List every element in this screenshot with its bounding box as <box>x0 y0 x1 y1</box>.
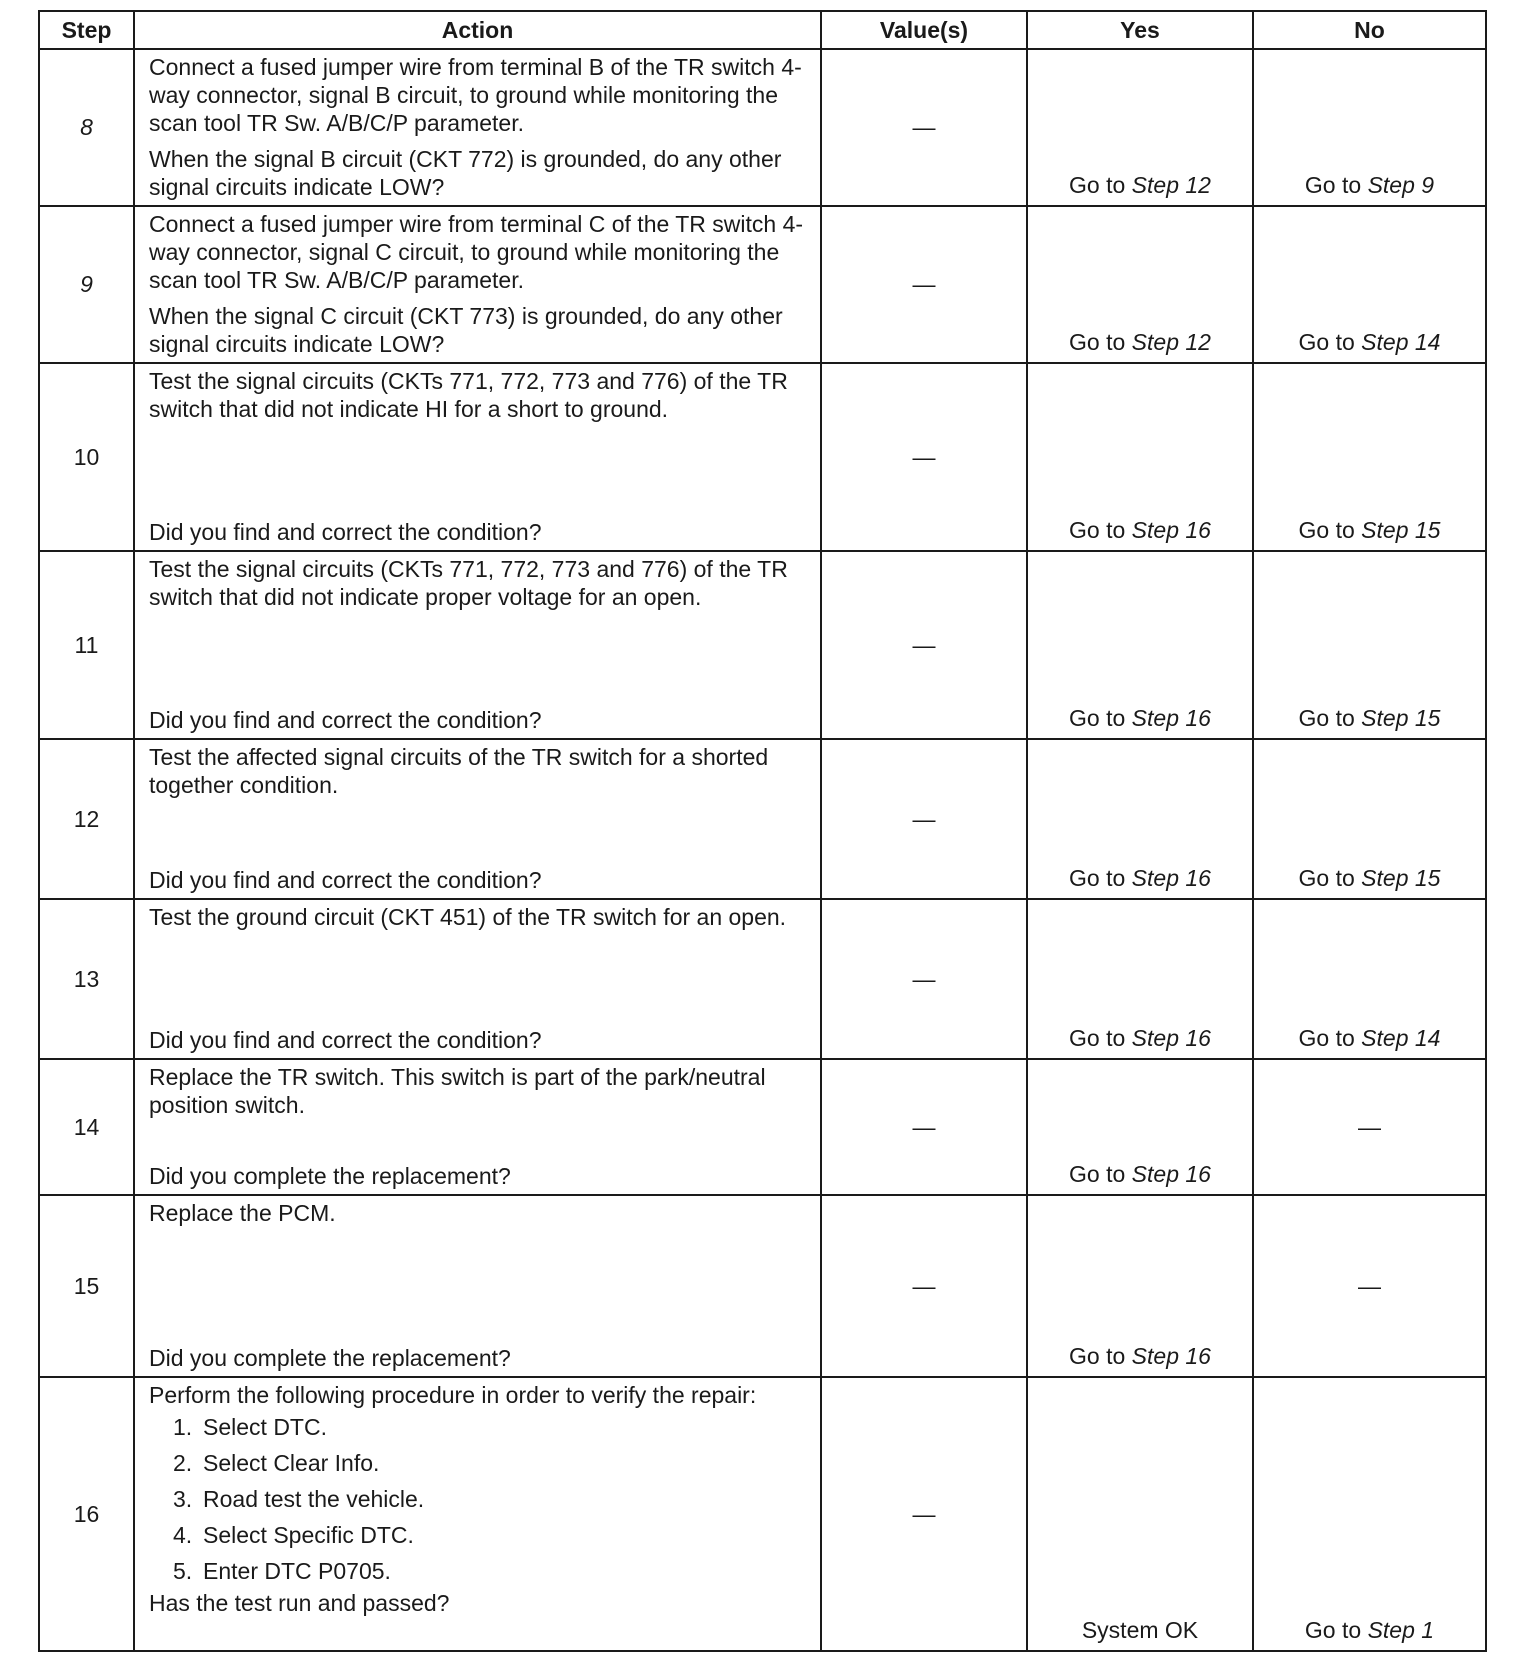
table-row <box>39 363 1486 551</box>
yes-step-ref: Step 16 <box>1131 1025 1211 1051</box>
header-yes: Yes <box>1027 11 1253 49</box>
table-row <box>39 739 1486 899</box>
action-question: Did you complete the replacement? <box>149 1345 511 1371</box>
yes-step-ref: Step 16 <box>1131 1343 1211 1369</box>
yes-cell <box>1027 739 1253 899</box>
step-number: 16 <box>39 1377 134 1651</box>
action-question: Did you find and correct the condition? <box>149 867 542 893</box>
yes-cell <box>1027 363 1253 551</box>
goto-label: Go to <box>1069 1161 1126 1187</box>
goto-label: Go to <box>1069 517 1126 543</box>
goto-label: Go to <box>1298 329 1355 355</box>
list-number: 1. <box>173 1414 193 1440</box>
action-instruction: Connect a fused jumper wire from terminal B of the TR switch 4-way connector, signal B circuit, to ground while monitoring the scan tool TR Sw. A/B/C/P parameter. <box>149 54 802 136</box>
no-cell <box>1253 363 1486 551</box>
action-question: Did you find and correct the condition? <box>149 1027 542 1053</box>
table-row <box>39 206 1486 363</box>
goto-label: Go to <box>1069 329 1126 355</box>
action-cell <box>134 206 821 363</box>
no-cell <box>1253 739 1486 899</box>
list-item <box>173 1521 808 1549</box>
header-no: No <box>1253 11 1486 49</box>
goto-label: Go to <box>1069 1025 1126 1051</box>
no-cell <box>1253 206 1486 363</box>
goto-label: Go to <box>1304 172 1362 198</box>
no-step-ref: Step 9 <box>1367 172 1435 198</box>
goto-label: Go to <box>1069 1343 1126 1369</box>
action-cell <box>134 551 821 739</box>
yes-cell <box>1027 1195 1253 1377</box>
action-question: When the signal B circuit (CKT 772) is grounded, do any other signal circuits indicate LOW? <box>149 146 782 200</box>
yes-step-ref: Step 12 <box>1131 172 1211 198</box>
yes-cell: System OK <box>1027 1377 1253 1651</box>
action-question: Did you find and correct the condition? <box>149 519 542 545</box>
step-number: 12 <box>39 739 134 899</box>
goto-label: Go to <box>1069 865 1126 891</box>
no-step-ref: Step 15 <box>1361 705 1441 731</box>
list-item <box>173 1413 808 1441</box>
list-item <box>173 1485 808 1513</box>
list-item <box>173 1557 808 1585</box>
yes-cell <box>1027 551 1253 739</box>
action-question: Has the test run and passed? <box>149 1590 450 1616</box>
yes-step-ref: Step 16 <box>1131 865 1211 891</box>
action-question: Did you complete the replacement? <box>149 1163 511 1189</box>
list-text: Road test the vehicle. <box>203 1486 425 1512</box>
action-cell <box>134 739 821 899</box>
yes-cell <box>1027 899 1253 1059</box>
step-number: 8 <box>39 49 134 206</box>
no-step-ref: Step 15 <box>1361 865 1441 891</box>
action-instruction: Test the affected signal circuits of the TR switch for a shorted together condition. <box>149 744 769 798</box>
yes-cell <box>1027 1059 1253 1195</box>
header-row <box>39 11 1486 49</box>
no-cell <box>1253 1377 1486 1651</box>
action-instruction: Test the ground circuit (CKT 451) of the TR switch for an open. <box>149 904 787 930</box>
value-cell: — <box>821 1377 1027 1651</box>
no-step-ref: Step 14 <box>1361 329 1441 355</box>
list-number: 2. <box>173 1450 193 1476</box>
goto-label: Go to <box>1069 172 1126 198</box>
table-row <box>39 551 1486 739</box>
yes-step-ref: Step 16 <box>1131 517 1211 543</box>
step-number: 9 <box>39 206 134 363</box>
value-cell: — <box>821 206 1027 363</box>
table-row <box>39 49 1486 206</box>
step-number: 10 <box>39 363 134 551</box>
header-values: Value(s) <box>821 11 1027 49</box>
action-cell <box>134 363 821 551</box>
step-number: 14 <box>39 1059 134 1195</box>
list-number: 5. <box>173 1558 193 1584</box>
goto-label: Go to <box>1304 1617 1362 1643</box>
list-item <box>173 1449 808 1477</box>
no-step-ref: Step 1 <box>1367 1617 1435 1643</box>
goto-label: Go to <box>1298 705 1355 731</box>
list-text: Select DTC. <box>203 1414 327 1440</box>
action-cell <box>134 1195 821 1377</box>
list-text: Select Specific DTC. <box>203 1522 414 1548</box>
value-cell: — <box>821 551 1027 739</box>
step-number: 15 <box>39 1195 134 1377</box>
yes-cell <box>1027 206 1253 363</box>
list-text: Select Clear Info. <box>203 1450 380 1476</box>
action-instruction: Replace the PCM. <box>149 1200 336 1226</box>
list-number: 3. <box>173 1486 193 1512</box>
no-step-ref: Step 14 <box>1361 1025 1441 1051</box>
action-question: When the signal C circuit (CKT 773) is grounded, do any other signal circuits indicate LOW? <box>149 303 783 357</box>
action-instruction: Test the signal circuits (CKTs 771, 772, 773 and 776) of the TR switch that did not indicate HI for a short to ground. <box>149 368 788 422</box>
no-cell: — <box>1253 1059 1486 1195</box>
goto-label: Go to <box>1298 1025 1355 1051</box>
no-cell <box>1253 551 1486 739</box>
value-cell: — <box>821 739 1027 899</box>
value-cell: — <box>821 899 1027 1059</box>
header-action: Action <box>134 11 821 49</box>
action-instruction: Replace the TR switch. This switch is part of the park/neutral position switch. <box>149 1064 766 1118</box>
procedure-list <box>149 1413 808 1585</box>
diagnostic-table <box>38 10 1487 1652</box>
goto-label: Go to <box>1298 865 1355 891</box>
value-cell: — <box>821 363 1027 551</box>
value-cell: — <box>821 1195 1027 1377</box>
list-number: 4. <box>173 1522 193 1548</box>
action-cell <box>134 899 821 1059</box>
list-text: Enter DTC P0705. <box>203 1558 391 1584</box>
table-row <box>39 1059 1486 1195</box>
action-instruction: Connect a fused jumper wire from terminal C of the TR switch 4-way connector, signal C circuit, to ground while monitoring the scan tool TR Sw. A/B/C/P parameter. <box>149 211 804 293</box>
no-cell <box>1253 899 1486 1059</box>
table-row <box>39 1195 1486 1377</box>
header-step: Step <box>39 11 134 49</box>
no-step-ref: Step 15 <box>1361 517 1441 543</box>
goto-label: Go to <box>1298 517 1355 543</box>
yes-step-ref: Step 12 <box>1131 329 1211 355</box>
value-cell: — <box>821 49 1027 206</box>
table-row <box>39 899 1486 1059</box>
action-cell <box>134 1377 821 1651</box>
no-cell <box>1253 49 1486 206</box>
action-instruction: Test the signal circuits (CKTs 771, 772, 773 and 776) of the TR switch that did not indicate proper voltage for an open. <box>149 556 788 610</box>
yes-step-ref: Step 16 <box>1131 1161 1211 1187</box>
step-number: 11 <box>39 551 134 739</box>
action-cell <box>134 1059 821 1195</box>
yes-step-ref: Step 16 <box>1131 705 1211 731</box>
yes-cell <box>1027 49 1253 206</box>
step-number: 13 <box>39 899 134 1059</box>
action-instruction: Perform the following procedure in order to verify the repair: <box>149 1382 757 1408</box>
value-cell: — <box>821 1059 1027 1195</box>
action-cell <box>134 49 821 206</box>
no-cell: — <box>1253 1195 1486 1377</box>
table-row <box>39 1377 1486 1651</box>
goto-label: Go to <box>1069 705 1126 731</box>
action-question: Did you find and correct the condition? <box>149 707 542 733</box>
